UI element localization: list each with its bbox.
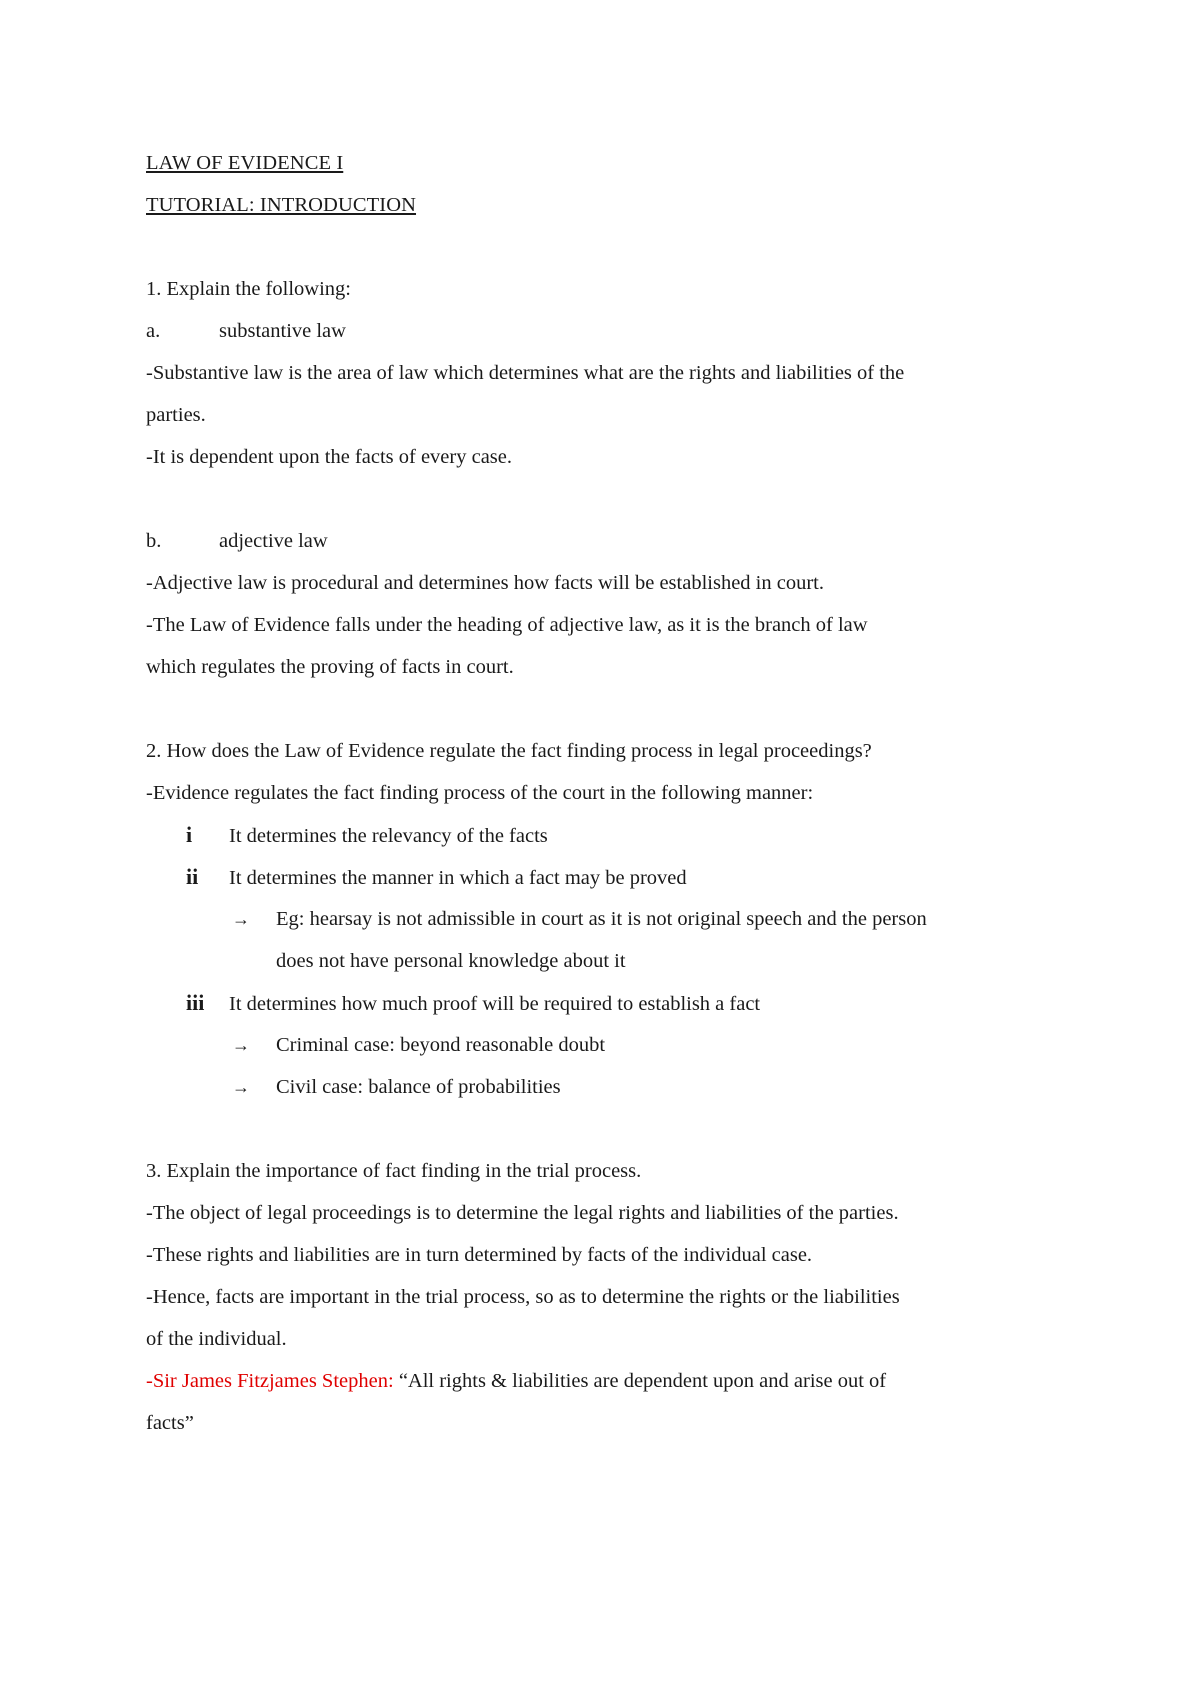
q2-item-ii	[146, 856, 1076, 898]
q2-ii-sub1	[146, 898, 1076, 940]
q2-item-iii-text: It determines how much proof will be required to establish a fact	[229, 993, 761, 1015]
q3-quote-text: “All rights & liabilities are dependent upon and arise out of	[393, 1370, 887, 1392]
q3-quote-dash: -	[146, 1370, 153, 1392]
q1-a-line1: -Substantive law is the area of law which determines what are the rights and liabilities of the	[146, 362, 905, 384]
q2-ii-sub1-line1: Eg: hearsay is not admissible in court as it is not original speech and the person	[276, 908, 927, 930]
q2-iii-sub2-text: Civil case: balance of probabilities	[276, 1076, 561, 1098]
q2-item-i	[146, 814, 1076, 856]
q1-b-line2: -The Law of Evidence falls under the heading of adjective law, as it is the branch of law	[146, 614, 868, 636]
q3-line3: -Hence, facts are important in the trial process, so as to determine the rights or the liabilities	[146, 1286, 900, 1308]
arrow-right-icon: →	[232, 1035, 250, 1055]
document-subtitle: TUTORIAL: INTRODUCTION	[146, 194, 417, 216]
document-title: LAW OF EVIDENCE I	[146, 152, 344, 174]
q2-item-ii-text: It determines the manner in which a fact may be proved	[229, 867, 687, 889]
q2-item-ii-numeral: ii	[186, 864, 199, 889]
q2-item-iii-numeral: iii	[186, 990, 205, 1015]
q3-line4: of the individual.	[146, 1328, 287, 1350]
q3-line2: -These rights and liabilities are in turn determined by facts of the individual case.	[146, 1244, 813, 1266]
q1-b-line1: -Adjective law is procedural and determines how facts will be established in court.	[146, 572, 824, 594]
q3-line1: -The object of legal proceedings is to determine the legal rights and liabilities of the parties.	[146, 1202, 899, 1224]
q1-b-heading	[146, 520, 1076, 562]
q1-b-term: adjective law	[219, 530, 328, 552]
arrow-right-icon: →	[232, 1077, 250, 1097]
question-2: 2. How does the Law of Evidence regulate the fact finding process in legal proceedings?	[146, 740, 872, 762]
q2-iii-sub1	[146, 1024, 1076, 1066]
q1-a-label: a.	[146, 320, 161, 342]
q2-item-i-text: It determines the relevancy of the facts	[229, 825, 548, 847]
document-content	[146, 142, 1076, 1444]
arrow-right-icon: →	[232, 909, 250, 929]
q1-a-line3: -It is dependent upon the facts of every case.	[146, 446, 513, 468]
q2-intro: -Evidence regulates the fact finding process of the court in the following manner:	[146, 782, 814, 804]
question-3: 3. Explain the importance of fact finding in the trial process.	[146, 1160, 642, 1182]
q2-ii-sub1-line2: does not have personal knowledge about it	[276, 950, 626, 972]
q2-iii-sub2	[146, 1066, 1076, 1108]
q1-b-label: b.	[146, 530, 162, 552]
question-1: 1. Explain the following:	[146, 278, 351, 300]
q2-iii-sub1-text: Criminal case: beyond reasonable doubt	[276, 1034, 606, 1056]
q1-b-line3: which regulates the proving of facts in court.	[146, 656, 514, 678]
q3-quote-end: facts”	[146, 1412, 194, 1434]
q2-item-iii	[146, 982, 1076, 1024]
q1-a-line2: parties.	[146, 404, 206, 426]
q1-a-term: substantive law	[219, 320, 346, 342]
q3-quote	[146, 1360, 1076, 1402]
q3-quote-author: Sir James Fitzjames Stephen:	[152, 1370, 394, 1392]
q2-item-i-numeral: i	[186, 822, 193, 847]
q1-a-heading	[146, 310, 1076, 352]
